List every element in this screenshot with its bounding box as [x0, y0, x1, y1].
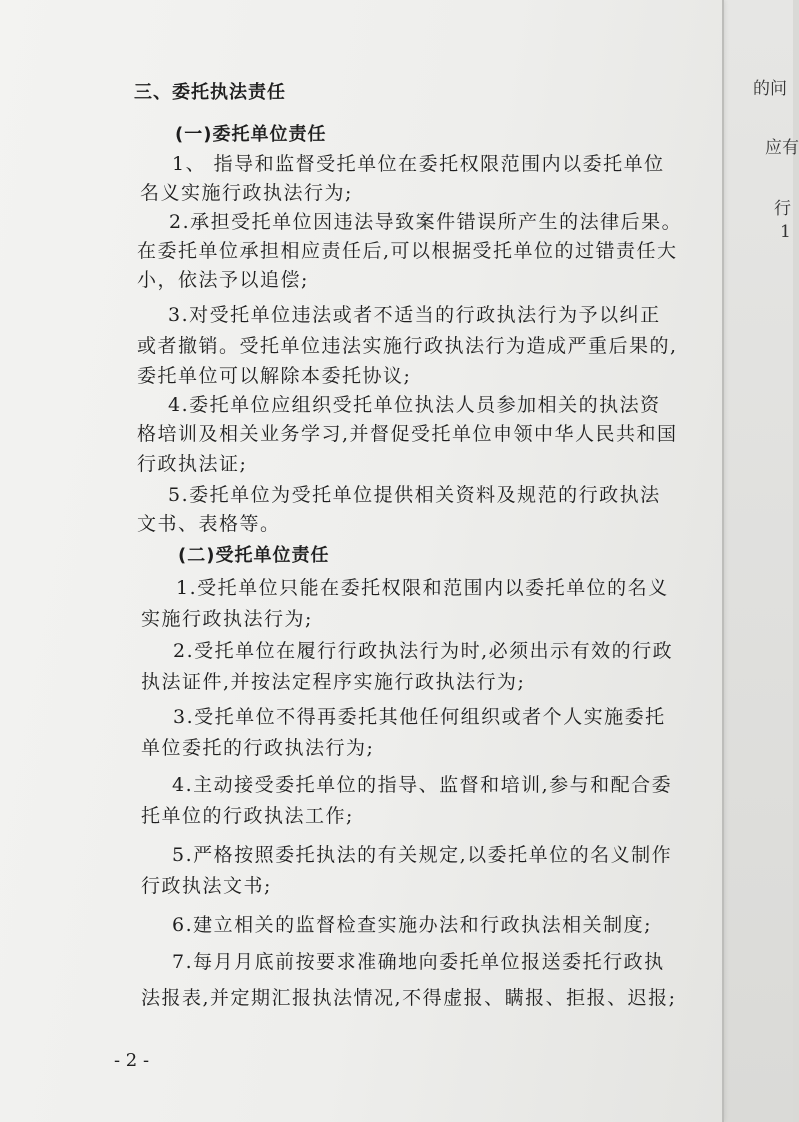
paragraph-line: 名义实施行政执法行为; [140, 182, 353, 204]
paragraph-line: 2.受托单位在履行行政执法行为时,必须出示有效的行政 [173, 640, 674, 662]
paragraph-line: 4.委托单位应组织受托单位执法人员参加相关的执法资 [168, 394, 661, 416]
paragraph-line: 托单位的行政执法工作; [141, 805, 354, 827]
subsection-title: (一)委托单位责任 [175, 124, 327, 145]
paragraph-line: 6.建立相关的监督检查实施办法和行政执法相关制度; [172, 914, 653, 936]
page-number: - 2 - [114, 1050, 150, 1071]
adjacent-page [724, 0, 799, 1122]
adjacent-page-text: 的问 [753, 79, 787, 99]
page-edge [722, 0, 724, 1122]
paragraph-line: 单位委托的行政执法行为; [141, 737, 375, 759]
paragraph-line: 委托单位可以解除本委托协议; [137, 365, 412, 387]
paragraph-line: 5.委托单位为受托单位提供相关资料及规范的行政执法 [168, 484, 661, 506]
paragraph-line: 1、 指导和监督受托单位在委托权限范围内以委托单位 [172, 153, 665, 175]
paragraph-line: 在委托单位承担相应责任后,可以根据受托单位的过错责任大 [137, 240, 678, 262]
paragraph-line: 行政执法文书; [141, 875, 272, 897]
paragraph-line: 行政执法证; [137, 453, 248, 475]
paragraph-line: 2.承担受托单位因违法导致案件错误所产生的法律后果。 [169, 211, 683, 233]
paragraph-line: 5.严格按照委托执法的有关规定,以委托单位的名义制作 [172, 844, 673, 866]
paragraph-line: 格培训及相关业务学习,并督促受托单位申领中华人民共和国 [137, 423, 678, 445]
paragraph-line: 实施行政执法行为; [141, 608, 313, 630]
adjacent-page-text: 应有 [765, 138, 799, 158]
paragraph-line: 执法证件,并按法定程序实施行政执法行为; [141, 671, 526, 693]
paragraph-line: 小，依法予以追偿; [137, 269, 309, 291]
paragraph-line: 3.受托单位不得再委托其他任何组织或者个人实施委托 [173, 706, 666, 728]
paragraph-line: 法报表,并定期汇报执法情况,不得虚报、瞒报、拒报、迟报; [141, 987, 677, 1009]
paragraph-line: 1.受托单位只能在委托权限和范围内以委托单位的名义 [176, 577, 669, 599]
paragraph-line: 或者撤销。受托单位违法实施行政执法行为造成严重后果的, [137, 335, 678, 357]
paragraph-line: 7.每月月底前按要求准确地向委托单位报送委托行政执 [172, 951, 665, 973]
paragraph-line: 4.主动接受委托单位的指导、监督和培训,参与和配合委 [172, 774, 673, 796]
adjacent-page-text: 1 [780, 222, 791, 242]
paragraph-line: 3.对受托单位违法或者不适当的行政执法行为予以纠正 [168, 304, 661, 326]
section-heading: 三、委托执法责任 [134, 82, 286, 103]
adjacent-page-text: 行 [774, 199, 791, 219]
subsection-title: (二)受托单位责任 [178, 545, 330, 566]
paragraph-line: 文书、表格等。 [137, 513, 281, 535]
